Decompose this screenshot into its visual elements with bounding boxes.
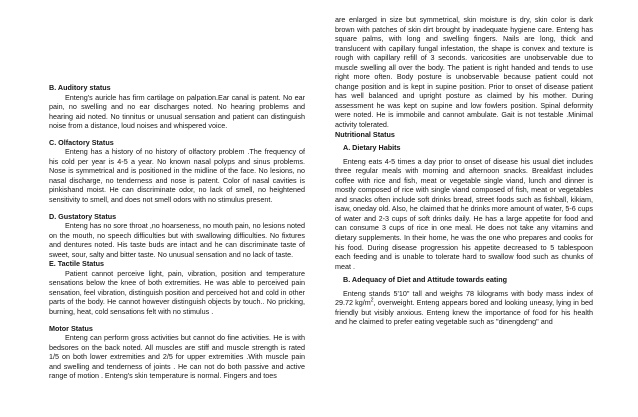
tactile-status-heading: E. Tactile Status xyxy=(49,259,104,269)
olfactory-status-heading: C. Olfactory Status xyxy=(49,137,114,147)
gustatory-status-heading: D. Gustatory Status xyxy=(49,211,117,221)
olfactory-status-paragraph: Enteng has a history of no history of olfactory problem .The frequency of his cold per year is 4-5 a year. No known nasal polyps and sinus problems. Nose is symmetrical and is positioned in the midline of the face. No lesions, no nasal discharge, no tenderness and nose is patent. Color of nasal cavities is pinkishand moist. He can discriminate odor, no lack of smell, no heightened sensitivity to smell, and does not smell odors with no stimulus present. xyxy=(49,147,305,205)
auditory-status-paragraph: Enteng's auricle has firm cartilage on palpation.Ear canal is patent. No ear pain, no swelling and no ear discharges noted. No hearing problems and hearing aid noted. No tinnitus or unusual sensation and patient can distinguish noise from a distance, loud noises and whispered voice. xyxy=(49,92,305,131)
auditory-status-heading: B. Auditory status xyxy=(49,83,111,92)
diet-adequacy-paragraph xyxy=(335,289,593,327)
dietary-habits-paragraph: Enteng eats 4-5 times a day prior to onset of disease his usual diet includes three regular meals with morning and afternoon snacks. Breakfast includes coffee with rice and fish, meat or vegetable single viand, lunch and dinner is mostly composed of rice with single viand composed of fish, meat or vegetables and snacks often include soft drinks bread, street foods such as fishball, kikiam, isaw, oneday old. Also, he claimed that he drinks more amount of water, 5-6 cups of water and 2-3 cups of soft drinks daily. He has a large appetite for food and can consume 3 cups of rice in one meal. He does not take any vitamins and dietary supplements. In their home, he was the one who prepares and cooks for his food. During disease progression his appetite decreased to 5 tablespoon each feeding and is unable to tolerate hard to swallow food such as chunks of meat . xyxy=(335,156,593,271)
right-column xyxy=(335,15,593,327)
nutritional-status-heading: Nutritional Status xyxy=(335,129,395,139)
motor-status-continued-paragraph: are enlarged in size but symmetrical, skin moisture is dry, skin color is dark brown with patches of skin dirt brought by inadequate hygiene care. Enteng has square palms, with long and swelling fingers. Nails are long, thick and translucent with capillary fungal infestation, the shape is convex and texture is rough with capillary refill of 3 seconds. varicosities are unobservable due to muscle swelling all over the body. The patient is right handed and tends to use right more often. Body posture is unobservable because patient could not change position and is kept in supine position. Prior to onset of disease patient has well balanced and upright posture as claimed by his mother. During assessment he was kept on supine and low fowlers position. Spinal deformity were noted. He is immobile and cannot ambulate. Gait is not testable .Minimal activity tolerated. xyxy=(335,15,593,130)
diet-adequacy-text-end: , overweight. Enteng appears bored and looking uneasy, lying in bed friendly but visibly anxious. Enteng knew the importance of food for his health and he claimed to prefer eating vegetable such as "dinengdeng" and xyxy=(335,298,593,327)
tactile-status-paragraph: Patient cannot perceive light, pain, vibration, position and temperature sensations below the knee of both extremities. He was able to perceived pain sensation, feel vibration, distinguish position and perceived hot and cold in other parts of the body. He cannot however distinguish objects by touch.. No pricking, burning, heat, cold sensations felt with no stimulus . xyxy=(49,268,305,317)
gustatory-status-paragraph: Enteng has no sore throat ,no hoarseness, no mouth pain, no lesions noted on the mouth, no speech difficulties but with swallowing difficulties. No fixtures and dentures noted. His taste buds are intact and he can discriminate taste of sweet, sour, salty and bitter taste. No unusual sensation and no lack of taste. xyxy=(49,221,305,259)
motor-status-paragraph: Enteng can perform gross activities but cannot do fine activities. He is with bedsores on the back noted. All muscles are stiff and muscle strength is rated 1/5 on both lower extremities and 2/5 for upper extremities .With muscle pain and swelling and tenderness of joints . He can not do both passive and active range of motion . Enteng's skin temperature is normal. Fingers and toes xyxy=(49,333,305,381)
dietary-habits-heading: A. Dietary Habits xyxy=(343,143,401,153)
motor-status-heading: Motor Status xyxy=(49,323,93,333)
diet-adequacy-text-start: Enteng stands 5'10" tall and weighs 78 kilograms with body mass index of 29.72 kg/m xyxy=(335,288,593,308)
bmi-unit-superscript: 2 xyxy=(370,297,374,304)
diet-adequacy-heading: B. Adequacy of Diet and Attitude towards eating xyxy=(343,275,507,285)
left-column xyxy=(49,83,305,381)
